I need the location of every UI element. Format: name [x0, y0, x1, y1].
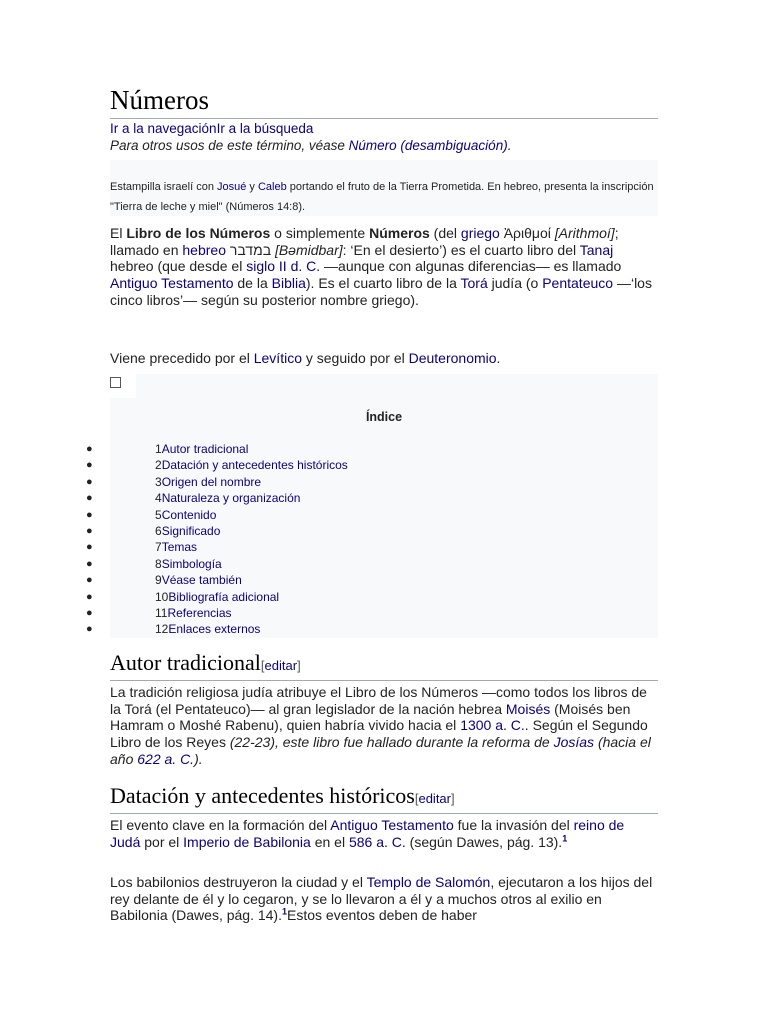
- edit-section-link[interactable]: editar: [418, 791, 451, 806]
- bullet-icon: ●: [86, 524, 93, 537]
- toc-item-link[interactable]: Significado: [161, 523, 221, 538]
- toc-item[interactable]: [0, 621, 658, 637]
- bullet-icon: ●: [86, 492, 93, 505]
- intro-paragraph: El Libro de los Números o simplemente Números (del griego Ἀριθμοί [Arithmoí]; llamado en hebreo במדבר [Bəmidbar]: ‘En el desierto’) es el cuarto libro del Tanaj hebreo (que desde el siglo II d. C. —aunque con algunas diferencias— es llamado Antiguo Testamento de la Biblia). Es el cuarto libro de la Torá judía (o Pentateuco —‘los cinco libros’— según su posterior nombre griego).: [110, 225, 652, 308]
- josue-link[interactable]: Josué: [217, 181, 247, 193]
- image-caption: Estampilla israelí con Josué y Caleb portando el fruto de la Tierra Prometida. En hebreo, presenta la inscripción "Tierra de leche y miel" (Números 14:8).: [110, 160, 658, 216]
- tora-link[interactable]: Torá: [460, 275, 488, 292]
- bullet-icon: ●: [86, 623, 93, 636]
- toc-title: Índice: [365, 410, 403, 424]
- hebreo-link[interactable]: hebreo: [182, 241, 226, 258]
- section-datacion-paragraph-2: Los babilonios destruyeron la ciudad y el Templo de Salomón, ejecutaron a los hijos del rey delante de él y lo cegaron, y se lo llevaron a él y a muchos otros al exilio en Babilonia (Dawes, pág. 14).$^1$Estos eventos deben de haber: [110, 874, 653, 924]
- reino-juda-link[interactable]: reino de Judá: [110, 817, 625, 850]
- toc-item[interactable]: [0, 474, 658, 490]
- biblia-link[interactable]: Biblia: [271, 275, 306, 292]
- bullet-icon: ●: [86, 443, 93, 455]
- 586-ac-link[interactable]: 586 a. C.: [348, 833, 406, 850]
- toc-item[interactable]: [0, 507, 658, 523]
- toc-item[interactable]: [0, 589, 658, 605]
- section-datacion-paragraph-1: El evento clave en la formación del Antiguo Testamento fue la invasión del reino de Judá por el Imperio de Babilonia en el 586 a. C. (según Dawes, pág. 13).$^1$: [110, 817, 625, 850]
- toc-list: [0, 441, 658, 638]
- jump-to-search-link[interactable]: Ir a la búsqueda: [216, 121, 314, 136]
- toc-item-number: 6: [155, 523, 162, 538]
- bullet-icon: ●: [86, 541, 93, 554]
- toc-item[interactable]: [0, 572, 658, 588]
- toc-item-link[interactable]: Simbología: [161, 556, 222, 571]
- disambiguation-link[interactable]: Número (desambiguación): [348, 138, 508, 153]
- toc-item-number: 9: [155, 573, 162, 588]
- bullet-icon: ●: [86, 508, 93, 521]
- toc-item[interactable]: [0, 556, 658, 572]
- reference-marker[interactable]: 1: [562, 833, 568, 844]
- antiguo-testamento-link[interactable]: Antiguo Testamento: [110, 275, 234, 292]
- section-heading-datacion: Datación y antecedentes históricos[editar]: [110, 783, 658, 814]
- toc-item-link[interactable]: Enlaces externos: [168, 622, 261, 637]
- tanaj-link[interactable]: Tanaj: [579, 241, 614, 258]
- bullet-icon: ●: [86, 590, 93, 603]
- toc-item-number: 4: [155, 491, 162, 506]
- 622-ac-link[interactable]: 622 a. C.: [137, 750, 195, 767]
- bullet-icon: ●: [86, 574, 93, 587]
- 1300-ac-link[interactable]: 1300 a. C.: [460, 717, 525, 734]
- bullet-icon: ●: [86, 459, 93, 472]
- toc-item-link[interactable]: Autor tradicional: [161, 442, 249, 456]
- toc-item-link[interactable]: Naturaleza y organización: [161, 491, 301, 506]
- toc-item-link[interactable]: Contenido: [161, 507, 217, 522]
- toc-item-number: 12: [155, 622, 169, 637]
- templo-salomon-link[interactable]: Templo de Salomón: [366, 874, 491, 890]
- toc-item-number: 11: [155, 605, 168, 620]
- toc-item[interactable]: [0, 457, 658, 473]
- edit-section-link[interactable]: editar: [264, 658, 298, 673]
- toc-item[interactable]: [0, 490, 658, 506]
- levitico-link[interactable]: Levítico: [253, 350, 302, 366]
- toc-item[interactable]: [0, 605, 658, 621]
- toc-item-number: 5: [155, 507, 162, 522]
- page-title: Números: [110, 84, 658, 119]
- intro-paragraph-2: Viene precedido por el Levítico y seguido por el Deuteronomio.: [110, 350, 501, 366]
- toc-item-number: 3: [155, 474, 162, 489]
- toc-item-link[interactable]: Bibliografía adicional: [168, 589, 280, 604]
- toc-item[interactable]: [0, 539, 658, 555]
- josias-link[interactable]: Josías: [553, 734, 595, 751]
- toc-item-number: 7: [155, 540, 162, 555]
- siglo-link[interactable]: siglo II d. C.: [246, 258, 321, 275]
- toc-item-link[interactable]: Datación y antecedentes históricos: [161, 458, 348, 473]
- bullet-icon: ●: [86, 606, 93, 619]
- pentateuco-link[interactable]: Pentateuco: [542, 275, 614, 292]
- toc-item-link[interactable]: Referencias: [167, 605, 232, 620]
- reference-marker[interactable]: 1: [282, 906, 288, 917]
- toc-item[interactable]: [0, 441, 658, 457]
- section-heading-autor: Autor tradicional[editar]: [110, 650, 658, 681]
- toc-item-number: 1: [155, 442, 162, 456]
- jump-links: [110, 120, 313, 137]
- toc-item-link[interactable]: Origen del nombre: [161, 474, 262, 489]
- caleb-link[interactable]: Caleb: [257, 181, 287, 193]
- bullet-icon: ●: [86, 475, 93, 488]
- toc-item-number: 8: [155, 556, 162, 571]
- toc-item-link[interactable]: Temas: [161, 540, 198, 555]
- bullet-icon: ●: [86, 557, 93, 570]
- toc-item-link[interactable]: Véase también: [161, 573, 242, 588]
- deuteronomio-link[interactable]: Deuteronomio: [408, 350, 497, 366]
- toc-toggle-checkbox[interactable]: [110, 377, 121, 388]
- griego-link[interactable]: griego: [460, 225, 500, 241]
- jump-to-navigation-link[interactable]: Ir a la navegación: [110, 121, 217, 136]
- toc-item[interactable]: [0, 523, 658, 539]
- toc-item-number: 10: [155, 589, 169, 604]
- hatnote: Para otros usos de este término, véase Número (desambiguación).: [110, 138, 512, 153]
- imperio-babilonia-link[interactable]: Imperio de Babilonia: [183, 833, 311, 850]
- toc-item-number: 2: [155, 458, 162, 473]
- antiguo-testamento-link[interactable]: Antiguo Testamento: [330, 817, 454, 833]
- moises-link[interactable]: Moisés: [505, 700, 551, 717]
- section-autor-paragraph: La tradición religiosa judía atribuye el Libro de los Números —como todos los libros de la Torá (el Pentateuco)— al gran legislador de la nación hebrea Moisés (Moisés ben Hamram o Moshé Rabenu), quien habría vivido hacia el 1300 a. C.. Según el Segundo Libro de los Reyes (22-23), este libro fue hallado durante la reforma de Josías (hacia el año 622 a. C.).: [110, 684, 651, 767]
